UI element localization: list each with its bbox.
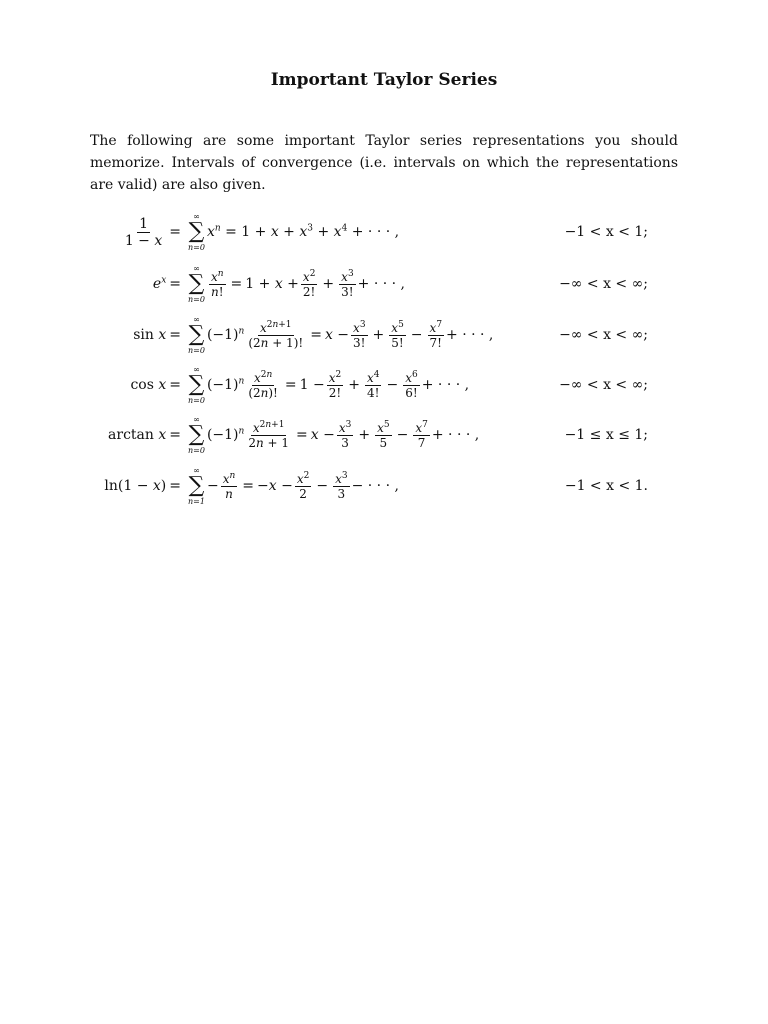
series-row-exponential: [0, 264, 768, 304]
series-lhs: $e^x$ =: [152, 275, 181, 292]
series-row-geometric: [0, 212, 768, 252]
summation-symbol: ∞ ∑ n=1: [188, 466, 205, 506]
summation-symbol: ∞ ∑ n=0: [188, 365, 205, 405]
interval-of-convergence: −1 < x < 1;: [564, 224, 648, 240]
series-lhs: arctan x =: [108, 427, 181, 443]
series-rhs: ∞ ∑ n=1 − $\frac{x^n}{n}$ = −x − $\frac{x^2}{2}$ − $\frac{x^3}{3}$ − · · · ,: [188, 466, 399, 506]
series-rhs: ∞ ∑ n=0 $\frac{x^n}{n!}$ = 1 + x + $\frac{x^2}{2!}$ + $\frac{x^3}{3!}$ + · · · ,: [188, 264, 406, 304]
series-rhs: ∞ ∑ n=0 $(-1)^n$ $\frac{x^{2n+1}}{(2n + 1)!}$ = x − $\frac{x^3}{3!}$ + $\frac{x^5}{5!}$ − $\frac{x^7}{7!}$ + · · · ,: [188, 315, 494, 355]
page-title: Important Taylor Series: [270, 70, 498, 90]
series-rhs: ∞ ∑ n=0 $(-1)^n$ $\frac{x^{2n+1}}{2n + 1}$ = x − $\frac{x^3}{3}$ + $\frac{x^5}{5}$ − $\frac{x^7}{7}$ + · · · ,: [188, 415, 480, 455]
interval-of-convergence: −∞ < x < ∞;: [559, 276, 648, 292]
interval-of-convergence: −1 ≤ x ≤ 1;: [564, 427, 648, 443]
series-row-arctangent: [0, 415, 768, 455]
summation-symbol: ∞ ∑ n=0: [188, 315, 205, 355]
interval-of-convergence: −∞ < x < ∞;: [559, 377, 648, 393]
series-rhs: ∞ ∑ n=0 $x^n = 1 + x + x^3 + x^4$ + · · · ,: [188, 212, 400, 252]
series-lhs: sin x =: [133, 327, 181, 343]
summation-symbol: ∞ ∑ n=0: [188, 264, 205, 304]
series-rhs: ∞ ∑ n=0 $(-1)^n$ $\frac{x^{2n}}{(2n)!}$ = 1 − $\frac{x^2}{2!}$ + $\frac{x^4}{4!}$ − $\frac{x^6}{6!}$ + · · · ,: [188, 365, 470, 405]
fraction: $\frac{1}{1 - x}$: [124, 215, 163, 249]
interval-of-convergence: −∞ < x < ∞;: [559, 327, 648, 343]
series-row-cosine: [0, 365, 768, 405]
series-row-sine: [0, 315, 768, 355]
series-lhs: cos x =: [130, 377, 181, 393]
summation-symbol: ∞ ∑ n=0: [188, 212, 205, 252]
series-row-logarithm: [0, 466, 768, 506]
series-lhs: $\frac{1}{1 - x}$ =: [124, 215, 181, 249]
summation-symbol: ∞ ∑ n=0: [188, 415, 205, 455]
intro-paragraph: The following are some important Taylor series representations you should memorize. Intervals of convergence (i.e. intervals on which the representations are valid) are also given.: [90, 133, 678, 193]
series-lhs: ln(1 − x) =: [104, 478, 181, 494]
interval-of-convergence: −1 < x < 1.: [564, 478, 648, 494]
